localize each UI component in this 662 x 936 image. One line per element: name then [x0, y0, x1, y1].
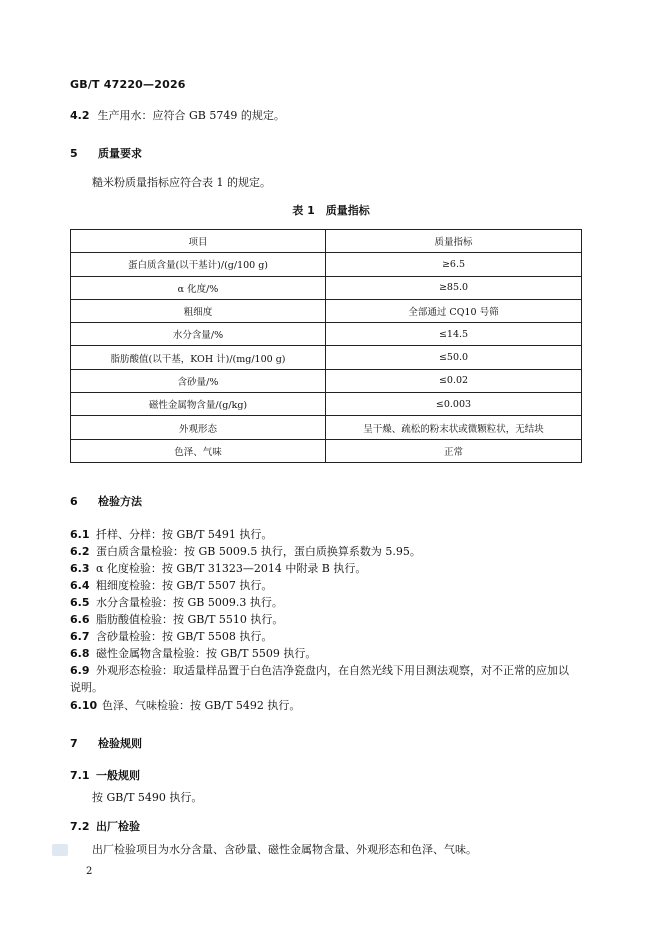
subsection-number: 7.1 [70, 769, 90, 782]
clause-6-5 [70, 595, 283, 611]
clause-6-2 [70, 544, 421, 560]
section-number: 6 [70, 495, 78, 508]
table-cell-item: 磁性金属物含量/(g/kg) [71, 393, 326, 416]
table-cell-item: 蛋白质含量(以干基计)/(g/100 g) [71, 253, 326, 276]
section-title: 检验方法 [98, 495, 142, 508]
clause-6-3 [70, 561, 366, 577]
table-cell-value: ≤0.02 [326, 369, 582, 392]
section-title: 质量要求 [98, 147, 142, 160]
table-cell-item: α 化度/% [71, 276, 326, 299]
table-row [71, 393, 582, 416]
clause-number: 6.5 [70, 596, 90, 609]
table-row [71, 253, 582, 276]
table-cell-item: 粗细度 [71, 299, 326, 322]
subsection-7-2-heading [70, 818, 140, 834]
table-row [71, 439, 582, 462]
clause-number: 6.1 [70, 528, 90, 541]
clause-text: 色泽、气味检验：按 GB/T 5492 执行。 [102, 699, 301, 712]
clause-text: 含砂量检验：按 GB/T 5508 执行。 [96, 630, 273, 643]
clause-6-9-continuation: 说明。 [70, 681, 103, 694]
table-caption: 表 1 质量指标 [292, 204, 370, 217]
table-cell-item: 色泽、气味 [71, 439, 326, 462]
subsection-7-1-heading [70, 767, 140, 783]
clause-6-1 [70, 527, 272, 543]
clause-number: 6.10 [70, 699, 98, 712]
clause-text: 蛋白质含量检验：按 GB 5009.5 执行，蛋白质换算系数为 5.95。 [96, 545, 421, 558]
subsection-title: 出厂检验 [96, 820, 140, 833]
table-cell-item: 含砂量/% [71, 369, 326, 392]
section-6-heading [70, 493, 142, 509]
page-number: 2 [86, 866, 93, 877]
clause-number: 6.7 [70, 630, 90, 643]
clause-text: 外观形态检验：取适量样品置于白色洁净瓷盘内，在自然光线下用目测法观察，对不正常的应加以 [96, 664, 569, 677]
quality-table [70, 229, 582, 463]
table-row [71, 346, 582, 369]
clause-number: 6.9 [70, 664, 90, 677]
clause-6-4 [70, 578, 272, 594]
clause-number: 4.2 [70, 109, 90, 122]
table-cell-value: ≤0.003 [326, 393, 582, 416]
table-cell-item: 水分含量/% [71, 323, 326, 346]
section-5-heading [70, 145, 142, 161]
clause-text: 生产用水：应符合 GB 5749 的规定。 [97, 109, 285, 122]
clause-number: 6.6 [70, 613, 90, 626]
table-cell-value: 正常 [326, 439, 582, 462]
clause-6-8 [70, 646, 316, 662]
table-row [71, 369, 582, 392]
section-5-intro: 糙米粉质量指标应符合表 1 的规定。 [92, 176, 271, 189]
section-title: 检验规则 [98, 737, 142, 750]
clause-text: 水分含量检验：按 GB 5009.3 执行。 [96, 596, 283, 609]
table-cell-value: ≤14.5 [326, 323, 582, 346]
table-row [71, 323, 582, 346]
section-number: 5 [70, 147, 78, 160]
clause-text: 脂肪酸值检验：按 GB/T 5510 执行。 [96, 613, 284, 626]
table-cell-value: ≥6.5 [326, 253, 582, 276]
clause-6-7 [70, 629, 272, 645]
table-row [71, 299, 582, 322]
table-header-item: 项目 [71, 230, 326, 253]
section-number: 7 [70, 737, 78, 750]
subsection-7-2-text: 出厂检验项目为水分含量、含砂量、磁性金属物含量、外观形态和色泽、气味。 [92, 843, 477, 856]
clause-number: 6.4 [70, 579, 90, 592]
table-cell-value: 全部通过 CQ10 号筛 [326, 299, 582, 322]
clause-text: 磁性金属物含量检验：按 GB/T 5509 执行。 [96, 647, 317, 660]
clause-text: 粗细度检验：按 GB/T 5507 执行。 [96, 579, 273, 592]
clause-6-9 [70, 663, 569, 679]
clause-text: 扦样、分样：按 GB/T 5491 执行。 [96, 528, 273, 541]
subsection-title: 一般规则 [96, 769, 140, 782]
clause-6-10 [70, 698, 300, 714]
clause-number: 6.8 [70, 647, 90, 660]
table-cell-item: 外观形态 [71, 416, 326, 439]
clause-4-2 [70, 108, 285, 124]
table-cell-value: ≥85.0 [326, 276, 582, 299]
table-cell-item: 脂肪酸值(以干基，KOH 计)/(mg/100 g) [71, 346, 326, 369]
table-header-row [71, 230, 582, 253]
section-7-heading [70, 735, 142, 751]
clause-text: α 化度检验：按 GB/T 31323—2014 中附录 B 执行。 [96, 562, 367, 575]
table-row [71, 276, 582, 299]
watermark-logo-icon [52, 844, 68, 856]
table-cell-value: ≤50.0 [326, 346, 582, 369]
table-row [71, 416, 582, 439]
subsection-7-1-text: 按 GB/T 5490 执行。 [92, 791, 203, 804]
clause-number: 6.3 [70, 562, 90, 575]
clause-number: 6.2 [70, 545, 90, 558]
table-header-value: 质量指标 [326, 230, 582, 253]
table-cell-value: 呈干燥、疏松的粉末状或微颗粒状，无结块 [326, 416, 582, 439]
standard-code: GB/T 47220—2026 [70, 78, 186, 91]
clause-6-6 [70, 612, 283, 628]
subsection-number: 7.2 [70, 820, 90, 833]
